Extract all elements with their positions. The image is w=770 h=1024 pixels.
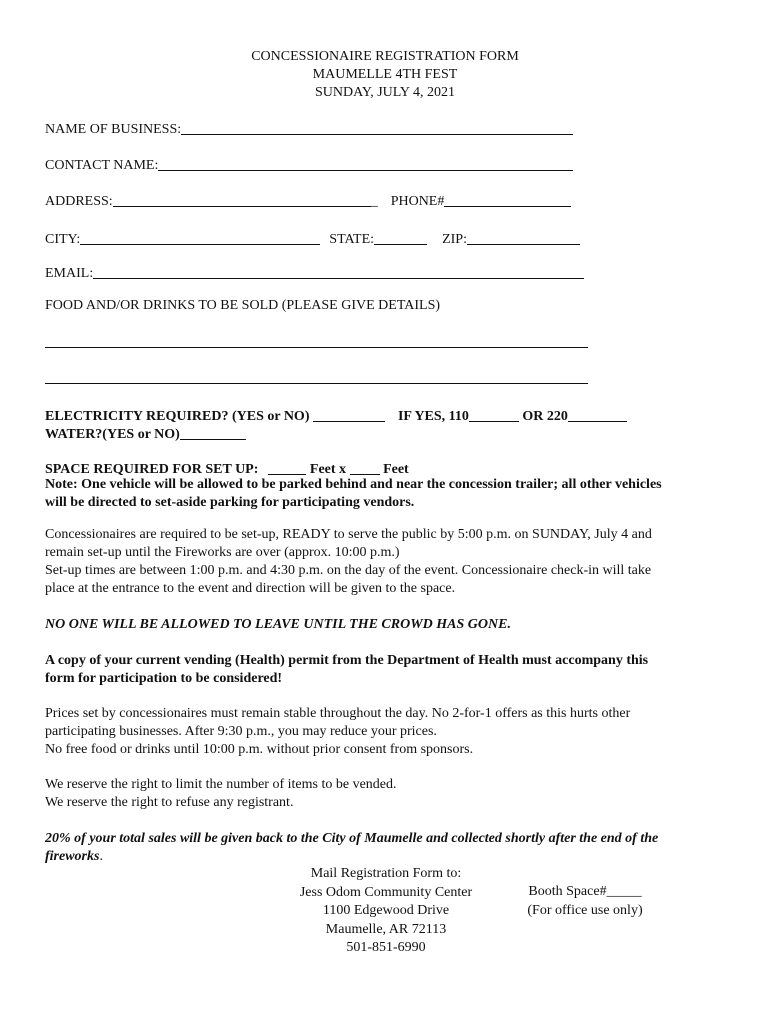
zip-label: ZIP: <box>442 232 467 247</box>
email-blank[interactable] <box>93 264 584 279</box>
reserve-text-line-1: We reserve the right to limit the number of items to be vended. <box>45 777 397 792</box>
event-date: SUNDAY, JULY 4, 2021 <box>314 85 456 100</box>
water-label: WATER?(YES or NO) <box>45 427 180 442</box>
office-use-note: (For office use only) <box>527 902 643 918</box>
business-name-field[interactable] <box>45 118 573 139</box>
feet-x-label: Feet x <box>309 462 347 477</box>
mail-street: 1100 Edgewood Drive <box>322 903 450 918</box>
booth-space-blank[interactable]: _____ <box>606 884 642 899</box>
vehicle-note-line-2: will be directed to set-aside parking for participating vendors. <box>45 495 415 510</box>
state-label: STATE: <box>329 232 375 247</box>
electricity-220-blank[interactable] <box>568 407 627 422</box>
setup-text-line-3: Set-up times are between 1:00 p.m. and 4:30 p.m. on the day of the event. Concessionaire check-in will take <box>45 563 652 578</box>
sales-period: . <box>99 849 103 864</box>
setup-text-line-2: remain set-up until the Fireworks are over (approx. 10:00 p.m.) <box>45 545 400 560</box>
booth-space-label: Booth Space# <box>528 884 607 899</box>
business-name-label: NAME OF BUSINESS: <box>45 122 182 137</box>
no-leave-notice: NO ONE WILL BE ALLOWED TO LEAVE UNTIL THE CROWD HAS GONE. <box>45 617 511 632</box>
contact-name-blank[interactable] <box>158 156 573 171</box>
prices-text-line-3: No free food or drinks until 10:00 p.m. without prior consent from sponsors. <box>45 742 474 757</box>
food-drinks-label: FOOD AND/OR DRINKS TO BE SOLD (PLEASE GIVE DETAILS) <box>45 298 441 313</box>
electricity-110-blank[interactable] <box>469 407 519 422</box>
electricity-label: ELECTRICITY REQUIRED? (YES or NO) <box>45 409 310 424</box>
sales-text-line-1: 20% of your total sales will be given back to the City of Maumelle and collected shortly after the end of the <box>45 831 659 846</box>
address-label: ADDRESS: <box>45 194 113 209</box>
city-state-zip-row <box>45 228 580 249</box>
event-name: MAUMELLE 4TH FEST <box>312 67 458 82</box>
email-label: EMAIL: <box>45 266 94 281</box>
food-details-line-2[interactable] <box>45 383 588 384</box>
mail-title: Mail Registration Form to: <box>310 866 462 881</box>
space-width-blank[interactable] <box>268 460 306 475</box>
prices-text-line-1: Prices set by concessionaires must remain stable throughout the day. No 2-for-1 offers as this hurts other <box>45 706 631 721</box>
mail-center-name: Jess Odom Community Center <box>299 884 473 900</box>
electricity-110-label: IF YES, 110 <box>397 409 469 424</box>
form-title: CONCESSIONAIRE REGISTRATION FORM <box>251 49 519 64</box>
setup-text-line-1: Concessionaires are required to be set-up, READY to serve the public by 5:00 p.m. on SUNDAY, July 4 and <box>45 527 652 542</box>
sales-text-line-2 <box>45 848 103 866</box>
city-label: CITY: <box>45 232 81 247</box>
office-use-block <box>505 883 665 920</box>
mail-address-block <box>272 865 500 958</box>
address-suffix: _ <box>370 194 378 209</box>
address-row <box>45 190 571 211</box>
mail-city: Maumelle, AR 72113 <box>325 921 447 937</box>
sales-fireworks-word: fireworks <box>45 849 100 864</box>
phone-blank[interactable] <box>444 192 571 207</box>
contact-name-label: CONTACT NAME: <box>45 158 159 173</box>
space-label: SPACE REQUIRED FOR SET UP: <box>45 462 259 477</box>
prices-text-line-2: participating businesses. After 9:30 p.m., you may reduce your prices. <box>45 724 437 739</box>
electricity-blank[interactable] <box>313 407 385 422</box>
vehicle-note-line-1: Note: One vehicle will be allowed to be parked behind and near the concession trailer; all other vehicles <box>45 477 662 492</box>
water-blank[interactable] <box>180 425 246 440</box>
electricity-220-label: OR 220 <box>522 409 568 424</box>
zip-blank[interactable] <box>467 230 580 245</box>
food-details-line-1[interactable] <box>45 347 588 348</box>
city-blank[interactable] <box>80 230 320 245</box>
contact-name-field[interactable] <box>45 154 573 175</box>
state-blank[interactable] <box>374 230 427 245</box>
space-depth-blank[interactable] <box>350 460 380 475</box>
reserve-text-line-2: We reserve the right to refuse any registrant. <box>45 795 294 810</box>
business-name-blank[interactable] <box>181 120 573 135</box>
phone-label: PHONE# <box>390 194 445 209</box>
water-row <box>45 423 246 444</box>
permit-text-line-2: form for participation to be considered! <box>45 671 283 686</box>
address-blank[interactable] <box>113 192 371 207</box>
permit-text-line-1: A copy of your current vending (Health) permit from the Department of Health must accompany this <box>45 653 649 668</box>
setup-text-line-4: place at the entrance to the event and direction will be given to the space. <box>45 581 456 596</box>
email-field[interactable] <box>45 262 584 283</box>
feet-label: Feet <box>383 462 409 477</box>
mail-phone: 501-851-6990 <box>346 940 426 955</box>
